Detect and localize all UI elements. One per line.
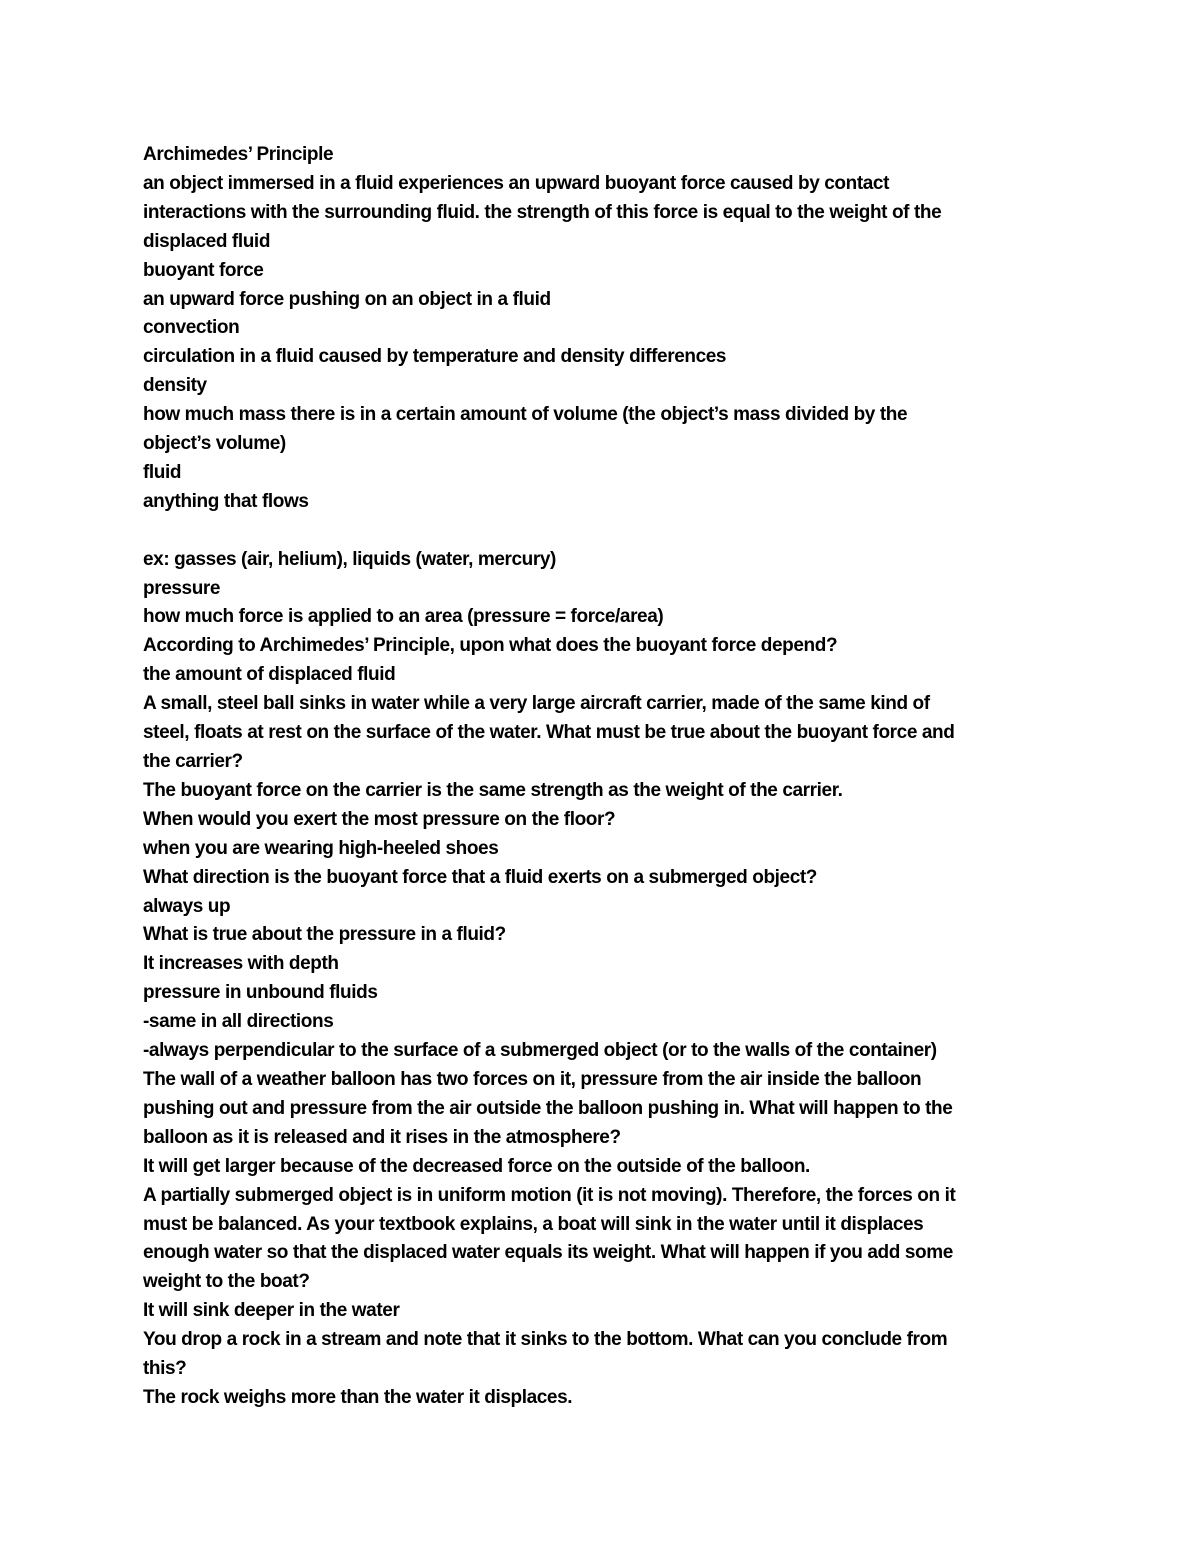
text-line: pushing out and pressure from the air outside the balloon pushing in. What will happen to the [143,1097,953,1119]
text-line: According to Archimedes’ Principle, upon what does the buoyant force depend? [143,635,838,657]
text-line: weight to the boat? [143,1271,310,1293]
text-line: the amount of displaced fluid [143,664,396,686]
text-line: pressure in unbound fluids [143,982,378,1004]
text-line: fluid [143,461,182,483]
text-line: What direction is the buoyant force that a fluid exerts on a submerged object? [143,866,818,888]
text-line: buoyant force [143,259,264,281]
text-line: Archimedes’ Principle [143,144,334,165]
text-line: circulation in a fluid caused by temperature and density differences [143,346,727,368]
text-line: enough water so that the displaced water equals its weight. What will happen if you add some [143,1242,953,1264]
text-line: -always perpendicular to the surface of a submerged object (or to the walls of the container) [143,1040,937,1062]
text-line: It will sink deeper in the water [143,1300,400,1322]
text-line: displaced fluid [143,230,271,252]
document-body [143,141,1110,1413]
text-line: the carrier? [143,751,243,773]
blank-line [143,517,1110,546]
text-line: balloon as it is released and it rises in the atmosphere? [143,1126,621,1148]
text-line: convection [143,317,240,339]
text-line: ex: gasses (air, helium), liquids (water, mercury) [143,548,556,570]
text-line: always up [143,895,231,917]
text-line: this? [143,1358,187,1380]
text-line: It increases with depth [143,953,339,975]
text-line: an upward force pushing on an object in a fluid [143,288,551,310]
text-line: It will get larger because of the decreased force on the outside of the balloon. [143,1155,810,1177]
text-line: When would you exert the most pressure on the floor? [143,808,616,830]
text-line: object’s volume) [143,433,286,455]
text-line: A small, steel ball sinks in water while a very large aircraft carrier, made of the same kind of [143,693,930,715]
text-line: interactions with the surrounding fluid. the strength of this force is equal to the weight of the [143,201,942,223]
text-line: steel, floats at rest on the surface of the water. What must be true about the buoyant force and [143,722,955,744]
text-line: The wall of a weather balloon has two forces on it, pressure from the air inside the balloon [143,1068,922,1090]
text-line: The buoyant force on the carrier is the same strength as the weight of the carrier. [143,779,843,801]
text-line: anything that flows [143,490,309,512]
text-line: -same in all directions [143,1011,334,1033]
text-line: how much mass there is in a certain amount of volume (the object’s mass divided by the [143,404,908,426]
text-line: What is true about the pressure in a fluid? [143,924,506,946]
text-line: an object immersed in a fluid experiences an upward buoyant force caused by contact [143,172,890,194]
text-line: how much force is applied to an area (pressure = force/area) [143,606,664,628]
text-line: The rock weighs more than the water it displaces. [143,1386,573,1408]
text-line: density [143,375,207,397]
text-line: must be balanced. As your textbook explains, a boat will sink in the water until it displaces [143,1213,924,1235]
text-line: pressure [143,577,221,599]
text-line: You drop a rock in a stream and note that it sinks to the bottom. What can you conclude from [143,1329,948,1351]
text-line: when you are wearing high-heeled shoes [143,837,499,859]
text-line: A partially submerged object is in uniform motion (it is not moving). Therefore, the forces on it [143,1184,956,1206]
